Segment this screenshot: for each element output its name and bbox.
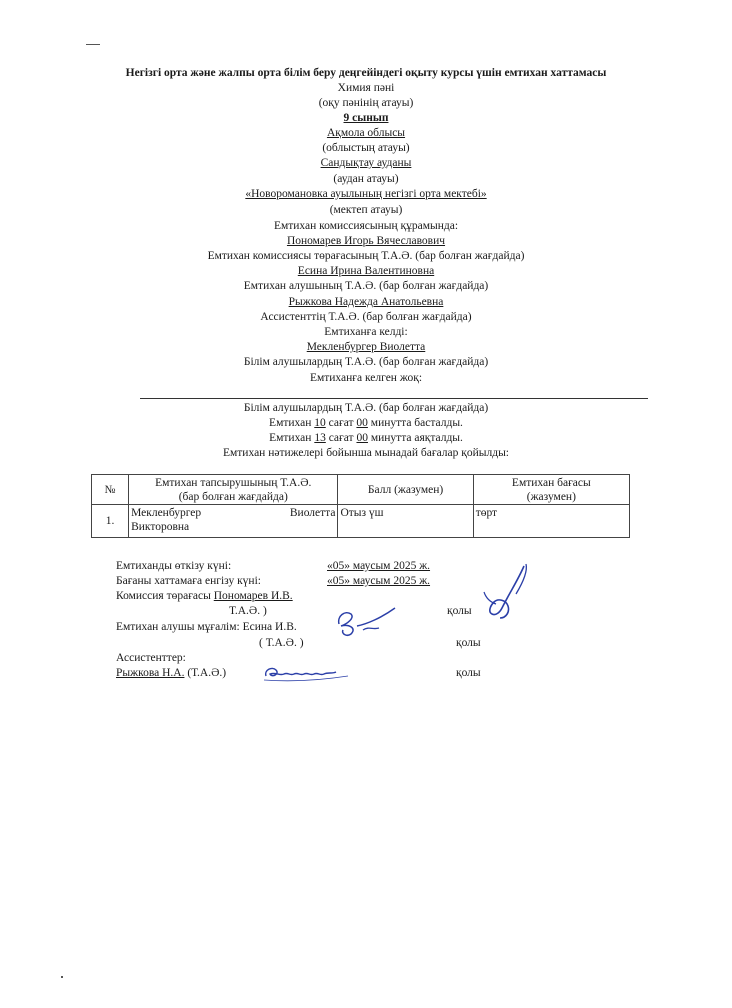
start-suffix: минутта басталды. bbox=[367, 417, 463, 429]
entry-date-label: Бағаны хаттамаға енгізу күні: bbox=[116, 575, 261, 587]
row-student-name bbox=[129, 505, 338, 538]
table-row bbox=[92, 505, 630, 538]
assistant-fio-caption: (Т.А.Ә.) bbox=[184, 667, 227, 679]
end-hour: 13 bbox=[314, 432, 326, 444]
header-grade bbox=[473, 475, 629, 505]
absent-blank-line bbox=[140, 398, 648, 399]
district-caption: (аудан атауы) bbox=[333, 173, 399, 185]
subject-line: Химия пәні bbox=[337, 82, 395, 94]
assistant-signature bbox=[262, 662, 352, 684]
row-num: 1. bbox=[92, 505, 129, 538]
row-name-second: Виолетта bbox=[289, 507, 336, 519]
row-name-third: Викторовна bbox=[131, 521, 190, 533]
grade-line: 9 сынып bbox=[343, 112, 389, 124]
exam-date-value: «05» маусым 2025 ж. bbox=[327, 560, 431, 572]
examiner-sign-caption: қолы bbox=[456, 637, 481, 649]
chair-line bbox=[116, 589, 293, 603]
start-time-line bbox=[0, 416, 732, 430]
examiner-fio-caption: ( Т.А.Ә. ) bbox=[259, 637, 304, 649]
row-name-first: Мекленбургер bbox=[131, 507, 202, 519]
chair-caption: Емтихан комиссиясы төрағасының Т.А.Ә. (бар болған жағдайда) bbox=[207, 250, 525, 262]
absent-caption: Білім алушылардың Т.А.Ә. (бар болған жағдайда) bbox=[243, 402, 489, 414]
row-score: Отыз үш bbox=[338, 505, 473, 538]
chair-signature bbox=[466, 562, 536, 622]
district-line: Сандықтау ауданы bbox=[320, 157, 412, 169]
start-mid: сағат bbox=[325, 417, 357, 429]
chair-fio-caption: Т.А.Ә. ) bbox=[229, 605, 267, 617]
subject-caption: (оқу пәнінің атауы) bbox=[318, 97, 414, 109]
chair-name: Пономарев Игорь Вячеславович bbox=[286, 235, 446, 247]
start-prefix: Емтихан bbox=[269, 417, 315, 429]
end-time-line bbox=[0, 431, 732, 445]
exam-date-label: Емтиханды өткізу күні: bbox=[116, 560, 232, 572]
entry-date-value: «05» маусым 2025 ж. bbox=[327, 575, 431, 587]
document-title: Негізгі орта және жалпы орта білім беру деңгейіндегі оқыту курсы үшін емтихан хаттамасы bbox=[125, 67, 607, 79]
end-mid: сағат bbox=[325, 432, 357, 444]
examiner-line: Емтихан алушы мұғалім: Есина И.В. bbox=[116, 621, 297, 633]
end-minute: 00 bbox=[356, 432, 368, 444]
assistant-caption: Ассистенттің Т.А.Ә. (бар болған жағдайда) bbox=[260, 311, 472, 323]
end-prefix: Емтихан bbox=[269, 432, 315, 444]
school-caption: (мектеп атауы) bbox=[329, 204, 403, 216]
assistant-line bbox=[116, 666, 226, 680]
present-caption: Білім алушылардың Т.А.Ә. (бар болған жағдайда) bbox=[243, 356, 489, 368]
commission-heading: Емтихан комиссиясының құрамында: bbox=[273, 220, 459, 232]
present-heading: Емтиханға келді: bbox=[324, 326, 408, 338]
examiner-name: Есина Ирина Валентиновна bbox=[297, 265, 435, 277]
absent-heading: Емтиханға келген жоқ: bbox=[309, 372, 423, 384]
scan-mark bbox=[86, 44, 100, 45]
examiner-signature bbox=[333, 604, 405, 640]
school-line: «Новоромановка ауылының негізгі орта мектебі» bbox=[245, 188, 487, 200]
row-grade: төрт bbox=[473, 505, 629, 538]
region-line: Ақмола облысы bbox=[326, 127, 406, 139]
start-minute: 00 bbox=[356, 417, 368, 429]
header-num: № bbox=[92, 475, 129, 505]
header-grade-line2: (жазумен) bbox=[526, 490, 576, 503]
assistants-label: Ассистенттер: bbox=[116, 652, 186, 664]
chair-label: Комиссия төрағасы bbox=[116, 590, 214, 602]
assistant-name: Рыжкова Надежда Анатольевна bbox=[288, 296, 444, 308]
present-name: Мекленбургер Виолетта bbox=[306, 341, 426, 353]
results-table bbox=[91, 474, 630, 538]
header-name-line2: (бар болған жағдайда) bbox=[178, 490, 288, 503]
header-name-line1: Емтихан тапсырушының Т.А.Ә. bbox=[155, 476, 312, 489]
header-score: Балл (жазумен) bbox=[338, 475, 473, 505]
results-heading: Емтихан нәтижелері бойынша мынадай бағалар қойылды: bbox=[222, 447, 509, 459]
end-suffix: минутта аяқталды. bbox=[367, 432, 463, 444]
table-header-row bbox=[92, 475, 630, 505]
start-hour: 10 bbox=[314, 417, 326, 429]
assistant-footer-name: Рыжкова Н.А. bbox=[116, 667, 185, 679]
chair-sign-caption: қолы bbox=[447, 605, 472, 617]
examiner-caption: Емтихан алушының Т.А.Ә. (бар болған жағдайда) bbox=[243, 280, 489, 292]
header-grade-line1: Емтихан бағасы bbox=[511, 476, 591, 489]
chair-value: Пономарев И.В. bbox=[213, 590, 293, 602]
scan-mark bbox=[61, 976, 63, 978]
assistant-sign-caption: қолы bbox=[456, 667, 481, 679]
region-caption: (облыстың атауы) bbox=[322, 142, 410, 154]
header-name bbox=[129, 475, 338, 505]
